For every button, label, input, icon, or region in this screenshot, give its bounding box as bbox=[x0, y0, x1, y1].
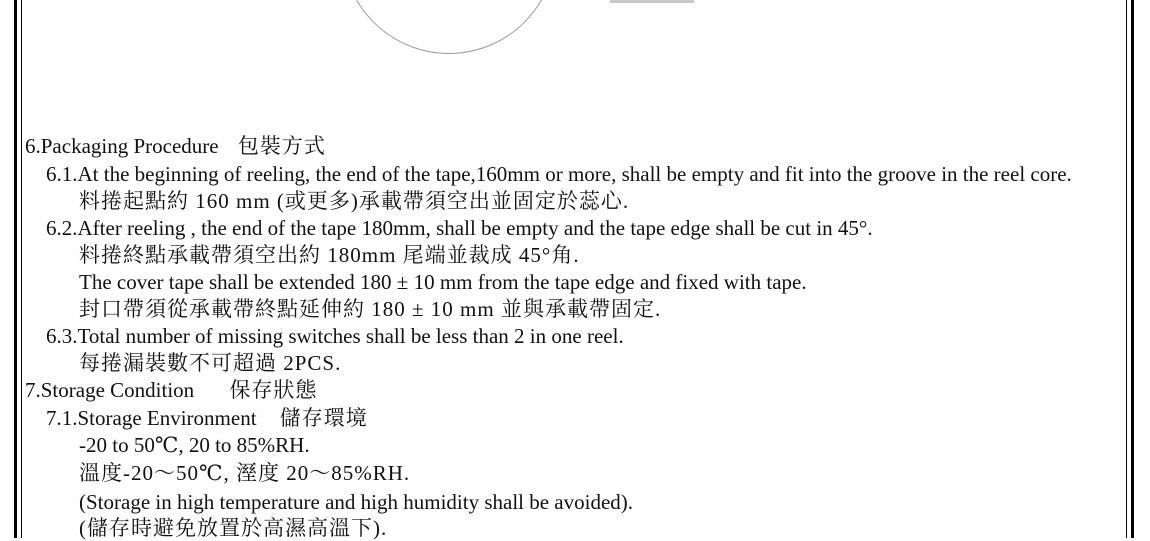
left-border-inner bbox=[21, 0, 22, 538]
section-7-title-cn: 保存狀態 bbox=[229, 378, 318, 402]
section-6-title: 6.Packaging Procedure bbox=[25, 134, 219, 158]
section-6-title-cn: 包裝方式 bbox=[237, 134, 326, 158]
section-6-heading bbox=[25, 133, 326, 159]
item-7-1-range-en: -20 to 50℃, 20 to 85%RH. bbox=[79, 433, 310, 457]
item-6-3-en: 6.3.Total number of missing switches shall be less than 2 in one reel. bbox=[46, 324, 624, 348]
right-border-outer bbox=[1131, 0, 1134, 538]
item-6-1-en: 6.1.At the beginning of reeling, the end of the tape,160mm or more, shall be empty and fit into the groove in the reel core. bbox=[46, 162, 1072, 186]
item-6-2-en-cover-tape: The cover tape shall be extended 180 ± 10 mm from the tape edge and fixed with tape. bbox=[79, 270, 807, 294]
item-7-1-range-cn: 溫度-20～50℃, 溼度 20～85%RH. bbox=[79, 461, 411, 485]
item-7-1-heading bbox=[46, 405, 368, 431]
left-border-outer bbox=[14, 0, 17, 538]
item-7-1-note-en: (Storage in high temperature and high humidity shall be avoided). bbox=[79, 490, 634, 514]
section-7-title: 7.Storage Condition bbox=[25, 378, 195, 402]
item-6-2-cn: 料捲終點承載帶須空出約 180mm 尾端並裁成 45°角. bbox=[79, 243, 580, 267]
item-6-2-en: 6.2.After reeling , the end of the tape 180mm, shall be empty and the tape edge shall be cut in 45°. bbox=[46, 216, 873, 240]
item-6-3-cn: 每捲漏裝數不可超過 2PCS. bbox=[79, 351, 342, 375]
item-7-1-title-cn: 儲存環境 bbox=[279, 406, 368, 430]
drawing-label-fragment bbox=[610, 0, 694, 3]
item-6-1-cn: 料捲起點約 160 mm (或更多)承載帶須空出並固定於蕊心. bbox=[79, 189, 630, 213]
item-6-2-cn-cover-tape: 封口帶須從承載帶終點延伸約 180 ± 10 mm 並與承載帶固定. bbox=[79, 297, 662, 321]
right-border-inner bbox=[1126, 0, 1127, 538]
reel-drawing-arc bbox=[342, 0, 556, 54]
item-7-1-note-cn: (儲存時避免放置於高濕高溫下). bbox=[79, 516, 388, 540]
item-7-1-title: 7.1.Storage Environment bbox=[46, 406, 257, 430]
section-7-heading bbox=[25, 377, 317, 403]
